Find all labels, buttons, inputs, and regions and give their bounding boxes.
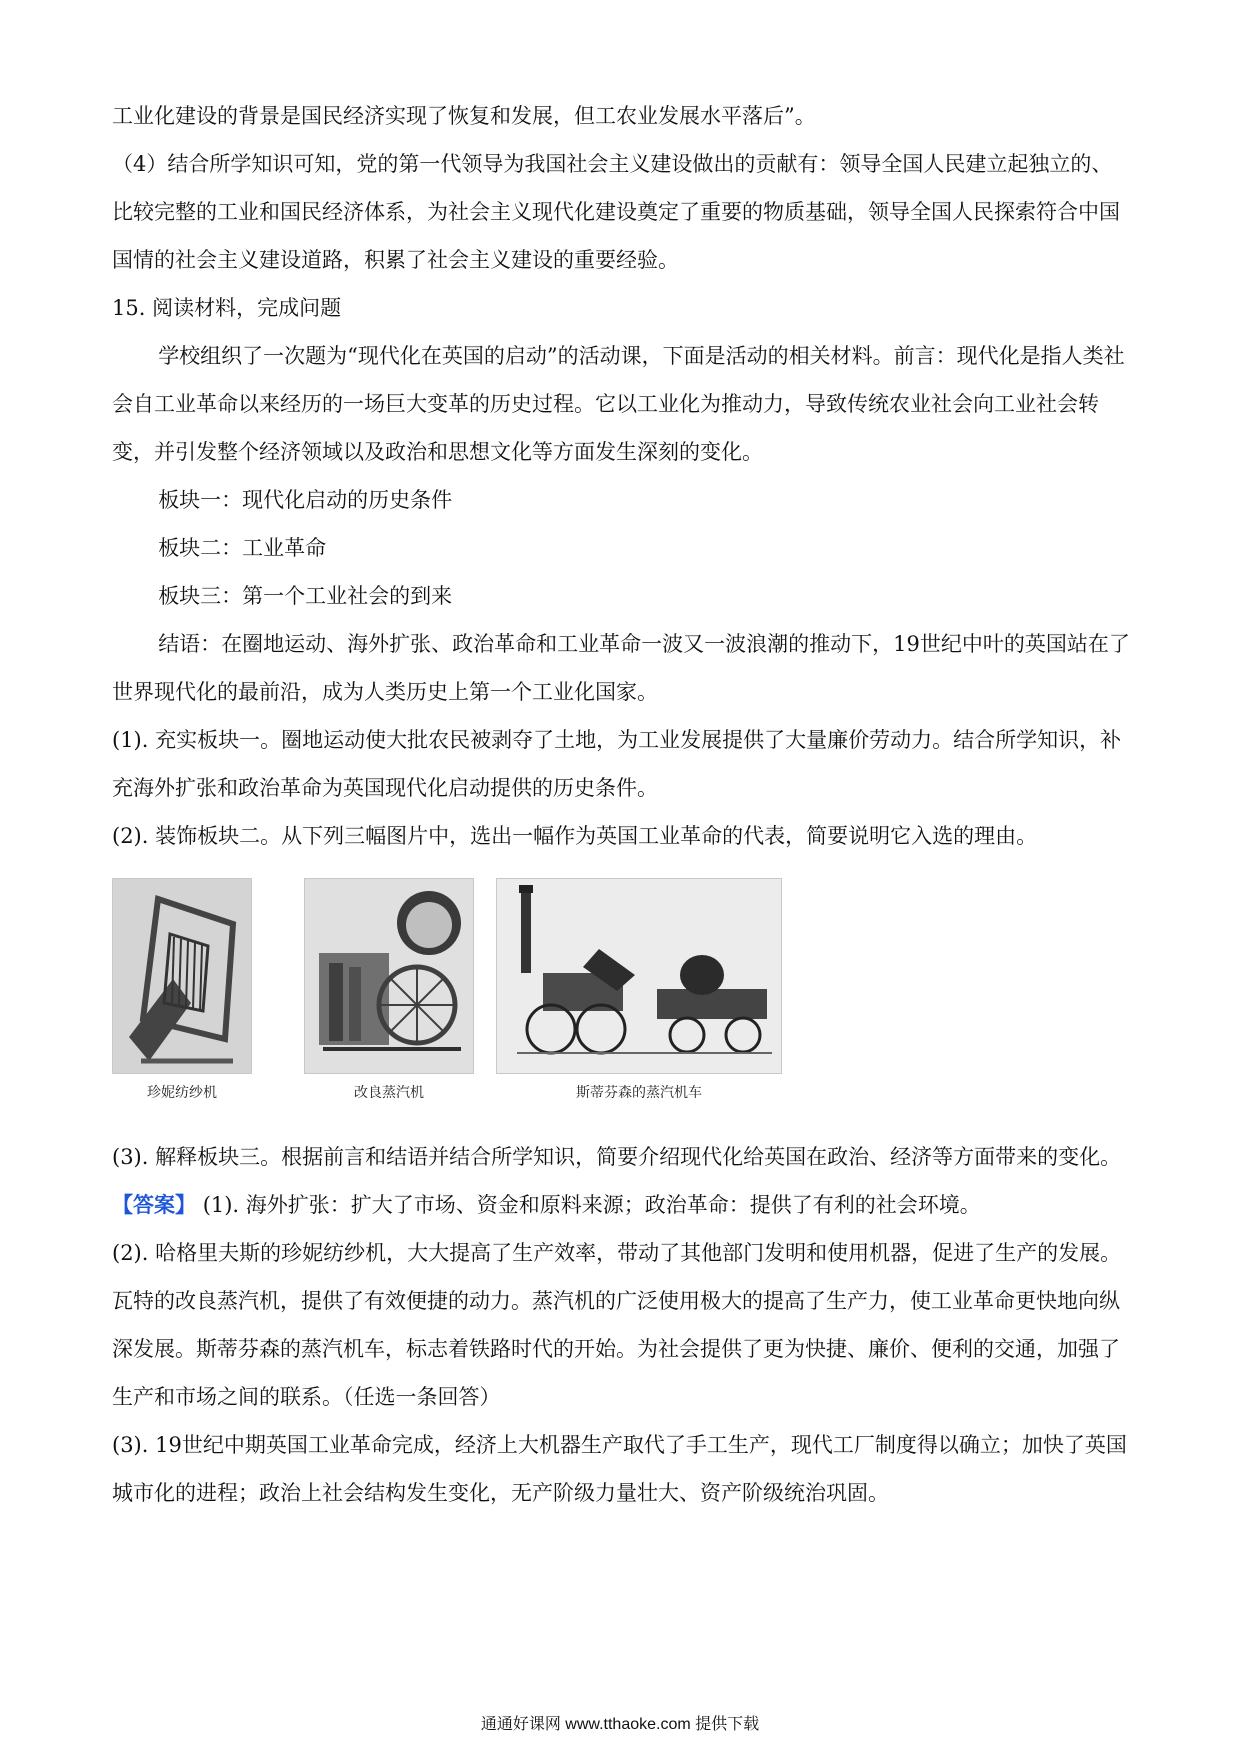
section-three: 板块三：第一个工业社会的到来 [158, 584, 453, 608]
material-intro: 学校组织了一次题为“现代化在英国的启动”的活动课，下面是活动的相关材料。前言：现代化是指人类社会自工业革命以来经历的一场巨大变革的历史过程。它以工业化为推动力，导致传统农业社会向工业社会转变，并引发整个经济领域以及政治和思想文化等方面发生深刻的变化。 [112, 344, 1125, 464]
answer-1 [112, 1181, 1130, 1229]
answer-1-text: (1). 海外扩张：扩大了市场、资金和原料来源；政治革命：提供了有利的社会环境。 [202, 1193, 981, 1217]
question-15-title: 15. 阅读材料，完成问题 [112, 296, 342, 320]
answer-2: (2). 哈格里夫斯的珍妮纺纱机，大大提高了生产效率，带动了其他部门发明和使用机器，促进了生产的发展。瓦特的改良蒸汽机，提供了有效便捷的动力。蒸汽机的广泛使用极大的提高了生产力，使工业革命更快地向纵深发展。斯蒂芬森的蒸汽机车，标志着铁路时代的开始。为社会提供了更为快捷、廉价、便利的交通，加强了生产和市场之间的联系。（任选一条回答） [112, 1241, 1122, 1409]
caption-jenny: 珍妮纺纱机 [147, 1085, 217, 1101]
section-two: 板块二：工业革命 [158, 536, 327, 560]
footer [0, 1711, 1240, 1734]
caption-locomotive: 斯蒂芬森的蒸汽机车 [576, 1085, 702, 1101]
image-locomotive-frame [496, 878, 782, 1074]
footer-text: 通通好课网 www.tthaoke.com 提供下载 [480, 1716, 760, 1733]
jenny-image-svg [113, 879, 252, 1074]
steam-engine-image-svg [305, 879, 474, 1074]
image-jenny-frame [112, 878, 252, 1074]
caption-steam-engine: 改良蒸汽机 [354, 1085, 424, 1101]
image-steam-engine-frame [304, 878, 474, 1074]
section-one: 板块一：现代化启动的历史条件 [158, 488, 453, 512]
image-jenny [112, 878, 252, 1102]
image-locomotive [496, 878, 782, 1102]
answer-label: 【答案】 [112, 1192, 196, 1217]
paragraph-1: 工业化建设的背景是国民经济实现了恢复和发展，但工农业发展水平落后”。 [112, 104, 816, 128]
answer-3: (3). 19世纪中期英国工业革命完成，经济上大机器生产取代了手工生产，现代工厂制度得以确立；加快了英国城市化的进程；政治上社会结构发生变化，无产阶级力量壮大、资产阶级统治巩固。 [112, 1433, 1127, 1505]
conclusion: 结语：在圈地运动、海外扩张、政治革命和工业革命一波又一波浪潮的推动下，19世纪中叶的英国站在了世界现代化的最前沿，成为人类历史上第一个工业化国家。 [112, 632, 1130, 704]
locomotive-image-svg [497, 879, 782, 1074]
image-row [112, 878, 1130, 1133]
paragraph-2: （4）结合所学知识可知，党的第一代领导为我国社会主义建设做出的贡献有：领导全国人民建立起独立的、比较完整的工业和国民经济体系，为社会主义现代化建设奠定了重要的物质基础，领导全国人民探索符合中国国情的社会主义建设道路，积累了社会主义建设的重要经验。 [112, 152, 1120, 272]
image-steam-engine [304, 878, 474, 1102]
question-3: (3). 解释板块三。根据前言和结语并结合所学知识，简要介绍现代化给英国在政治、经济等方面带来的变化。 [112, 1145, 1122, 1169]
document-page [112, 92, 1130, 1517]
question-2: (2). 装饰板块二。从下列三幅图片中，选出一幅作为英国工业革命的代表，简要说明它入选的理由。 [112, 824, 1038, 848]
question-1: (1). 充实板块一。圈地运动使大批农民被剥夺了土地，为工业发展提供了大量廉价劳动力。结合所学知识，补充海外扩张和政治革命为英国现代化启动提供的历史条件。 [112, 728, 1122, 800]
